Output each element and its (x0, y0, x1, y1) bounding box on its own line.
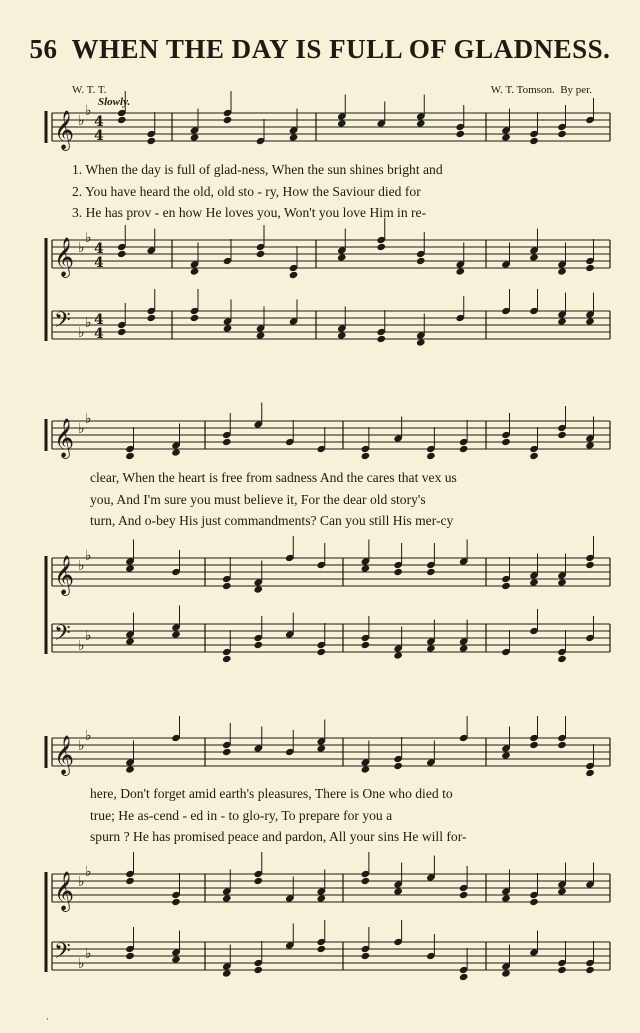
note-head (125, 637, 135, 645)
flat-sign: ♭ (85, 628, 92, 644)
verse-1-line: 1. When the day is full of glad-ness, When the sun shines bright and (72, 162, 443, 177)
permission-note: By per. (560, 84, 592, 96)
note-head (557, 317, 567, 325)
note-head (557, 431, 567, 439)
tempo-marking: Slowly. (98, 96, 131, 108)
flat-sign: ♭ (85, 946, 92, 962)
note-head (222, 748, 232, 756)
flat-sign: ♭ (78, 113, 85, 129)
note-head (529, 253, 539, 261)
flat-sign: ♭ (85, 315, 92, 331)
note-head (316, 744, 326, 752)
note-head (416, 338, 426, 346)
flat-sign: ♭ (78, 874, 85, 890)
flat-sign: ♭ (85, 411, 92, 427)
note-head (459, 445, 469, 453)
note-head (426, 452, 436, 460)
note-head (146, 137, 156, 145)
flat-sign: ♭ (78, 956, 85, 972)
note-head (361, 877, 371, 885)
note-head (222, 894, 232, 902)
note-head (455, 267, 465, 275)
flat-sign: ♭ (78, 325, 85, 341)
note-head (459, 973, 469, 981)
note-head (361, 952, 371, 960)
flat-sign: ♭ (85, 548, 92, 564)
flat-sign: ♭ (78, 421, 85, 437)
note-head (125, 877, 135, 885)
note-head (557, 966, 567, 974)
note-head (459, 891, 469, 899)
system-1-lyrics (72, 159, 612, 224)
note-head (501, 969, 511, 977)
verse-2-line: 2. You have heard the old, old sto - ry, How the Saviour died for (72, 183, 421, 199)
bass-clef: 𝄢 (54, 939, 71, 969)
note-head (376, 335, 386, 343)
system-3-lyrics (90, 783, 640, 848)
flat-sign: ♭ (78, 638, 85, 654)
note-head (171, 955, 181, 963)
verse-2-line: true; He as-cend - ed in - to glo-ry, To prepare for you a (90, 807, 393, 823)
flat-sign: ♭ (85, 103, 92, 119)
treble-clef: 𝄞 (54, 418, 75, 458)
treble-clef: 𝄞 (54, 555, 75, 595)
note-head (501, 582, 511, 590)
note-head (125, 564, 135, 572)
flat-sign: ♭ (85, 230, 92, 246)
note-head (253, 585, 263, 593)
time-sig-bottom: 4 (94, 326, 104, 342)
note-head (190, 133, 200, 141)
note-head (253, 641, 263, 649)
note-head (222, 655, 232, 663)
note-head (222, 438, 232, 446)
note-head (125, 452, 135, 460)
note-head (190, 314, 200, 322)
verse-3-line: 3. He has prov - en how He loves you, Won't you love Him in re- (72, 205, 427, 220)
note-head (117, 250, 127, 258)
note-head (316, 894, 326, 902)
page-mark: · (46, 1014, 49, 1024)
note-head (223, 324, 233, 332)
note-head (125, 952, 135, 960)
note-head (416, 257, 426, 265)
note-head (529, 578, 539, 586)
note-head (501, 438, 511, 446)
note-head (222, 969, 232, 977)
note-head (256, 250, 266, 258)
verse-3-line: spurn ? He has promised peace and pardon, All your sins He will for- (90, 829, 467, 844)
note-head (557, 655, 567, 663)
flat-sign: ♭ (78, 558, 85, 574)
note-head (585, 441, 595, 449)
note-head (316, 945, 326, 953)
note-head (557, 887, 567, 895)
note-head (501, 751, 511, 759)
note-head (316, 648, 326, 656)
note-head (426, 644, 436, 652)
system-2-lyrics (90, 467, 640, 532)
time-sig-bottom: 4 (94, 255, 104, 271)
note-head (529, 741, 539, 749)
flat-sign: ♭ (78, 240, 85, 256)
note-head (125, 765, 135, 773)
note-head (256, 331, 266, 339)
note-head (393, 762, 403, 770)
treble-clef: 𝄞 (54, 735, 75, 775)
verse-1-line: clear, When the heart is free from sadness And the cares that vex us (90, 470, 457, 485)
bass-clef: 𝄢 (54, 621, 71, 651)
hymn-number: 56 (29, 34, 58, 64)
note-head (529, 898, 539, 906)
note-head (393, 568, 403, 576)
note-head (557, 578, 567, 586)
bass-clef: 𝄢 (54, 308, 71, 338)
note-head (416, 119, 426, 127)
note-head (501, 894, 511, 902)
flat-sign: ♭ (85, 864, 92, 880)
note-head (190, 267, 200, 275)
time-sig-top: 4 (94, 114, 104, 130)
note-head (585, 317, 595, 325)
note-head (529, 137, 539, 145)
note-head (557, 130, 567, 138)
note-head (585, 561, 595, 569)
treble-clef: 𝄞 (54, 237, 75, 277)
treble-clef: 𝄞 (54, 110, 75, 150)
note-head (557, 267, 567, 275)
flat-sign: ♭ (78, 738, 85, 754)
note-head (557, 741, 567, 749)
note-head (376, 243, 386, 251)
verse-1-line: here, Don't forget amid earth's pleasures, There is One who died to (90, 786, 453, 801)
note-head (337, 331, 347, 339)
note-head (585, 264, 595, 272)
note-head (146, 314, 156, 322)
verse-2-line: you, And I'm sure you must believe it, For the dear old story's (90, 491, 426, 507)
note-head (171, 898, 181, 906)
note-head (393, 887, 403, 895)
note-head (393, 651, 403, 659)
note-head (455, 130, 465, 138)
hymn-title: WHEN THE DAY IS FULL OF GLADNESS. (71, 34, 611, 64)
note-head (289, 271, 299, 279)
note-head (337, 119, 347, 127)
note-head (117, 328, 127, 336)
note-head (253, 966, 263, 974)
note-head (171, 448, 181, 456)
note-head (222, 582, 232, 590)
note-head (426, 568, 436, 576)
note-head (223, 116, 233, 124)
composer: W. T. Tomson. (490, 84, 555, 96)
note-head (585, 769, 595, 777)
words-credit: W. T. T. (72, 84, 107, 96)
note-head (171, 630, 181, 638)
note-head (361, 765, 371, 773)
verse-3-line: turn, And o-bey His just commandments? Can you still His mer-cy (90, 513, 454, 528)
note-head (361, 452, 371, 460)
note-head (289, 133, 299, 141)
time-sig-bottom: 4 (94, 128, 104, 144)
note-head (459, 644, 469, 652)
note-head (529, 452, 539, 460)
note-head (117, 116, 127, 124)
treble-clef: 𝄞 (54, 871, 75, 911)
time-sig-top: 4 (94, 312, 104, 328)
note-head (253, 877, 263, 885)
note-head (361, 641, 371, 649)
note-head (585, 966, 595, 974)
flat-sign: ♭ (85, 728, 92, 744)
note-head (501, 133, 511, 141)
note-head (337, 253, 347, 261)
time-sig-top: 4 (94, 241, 104, 257)
note-head (361, 564, 371, 572)
